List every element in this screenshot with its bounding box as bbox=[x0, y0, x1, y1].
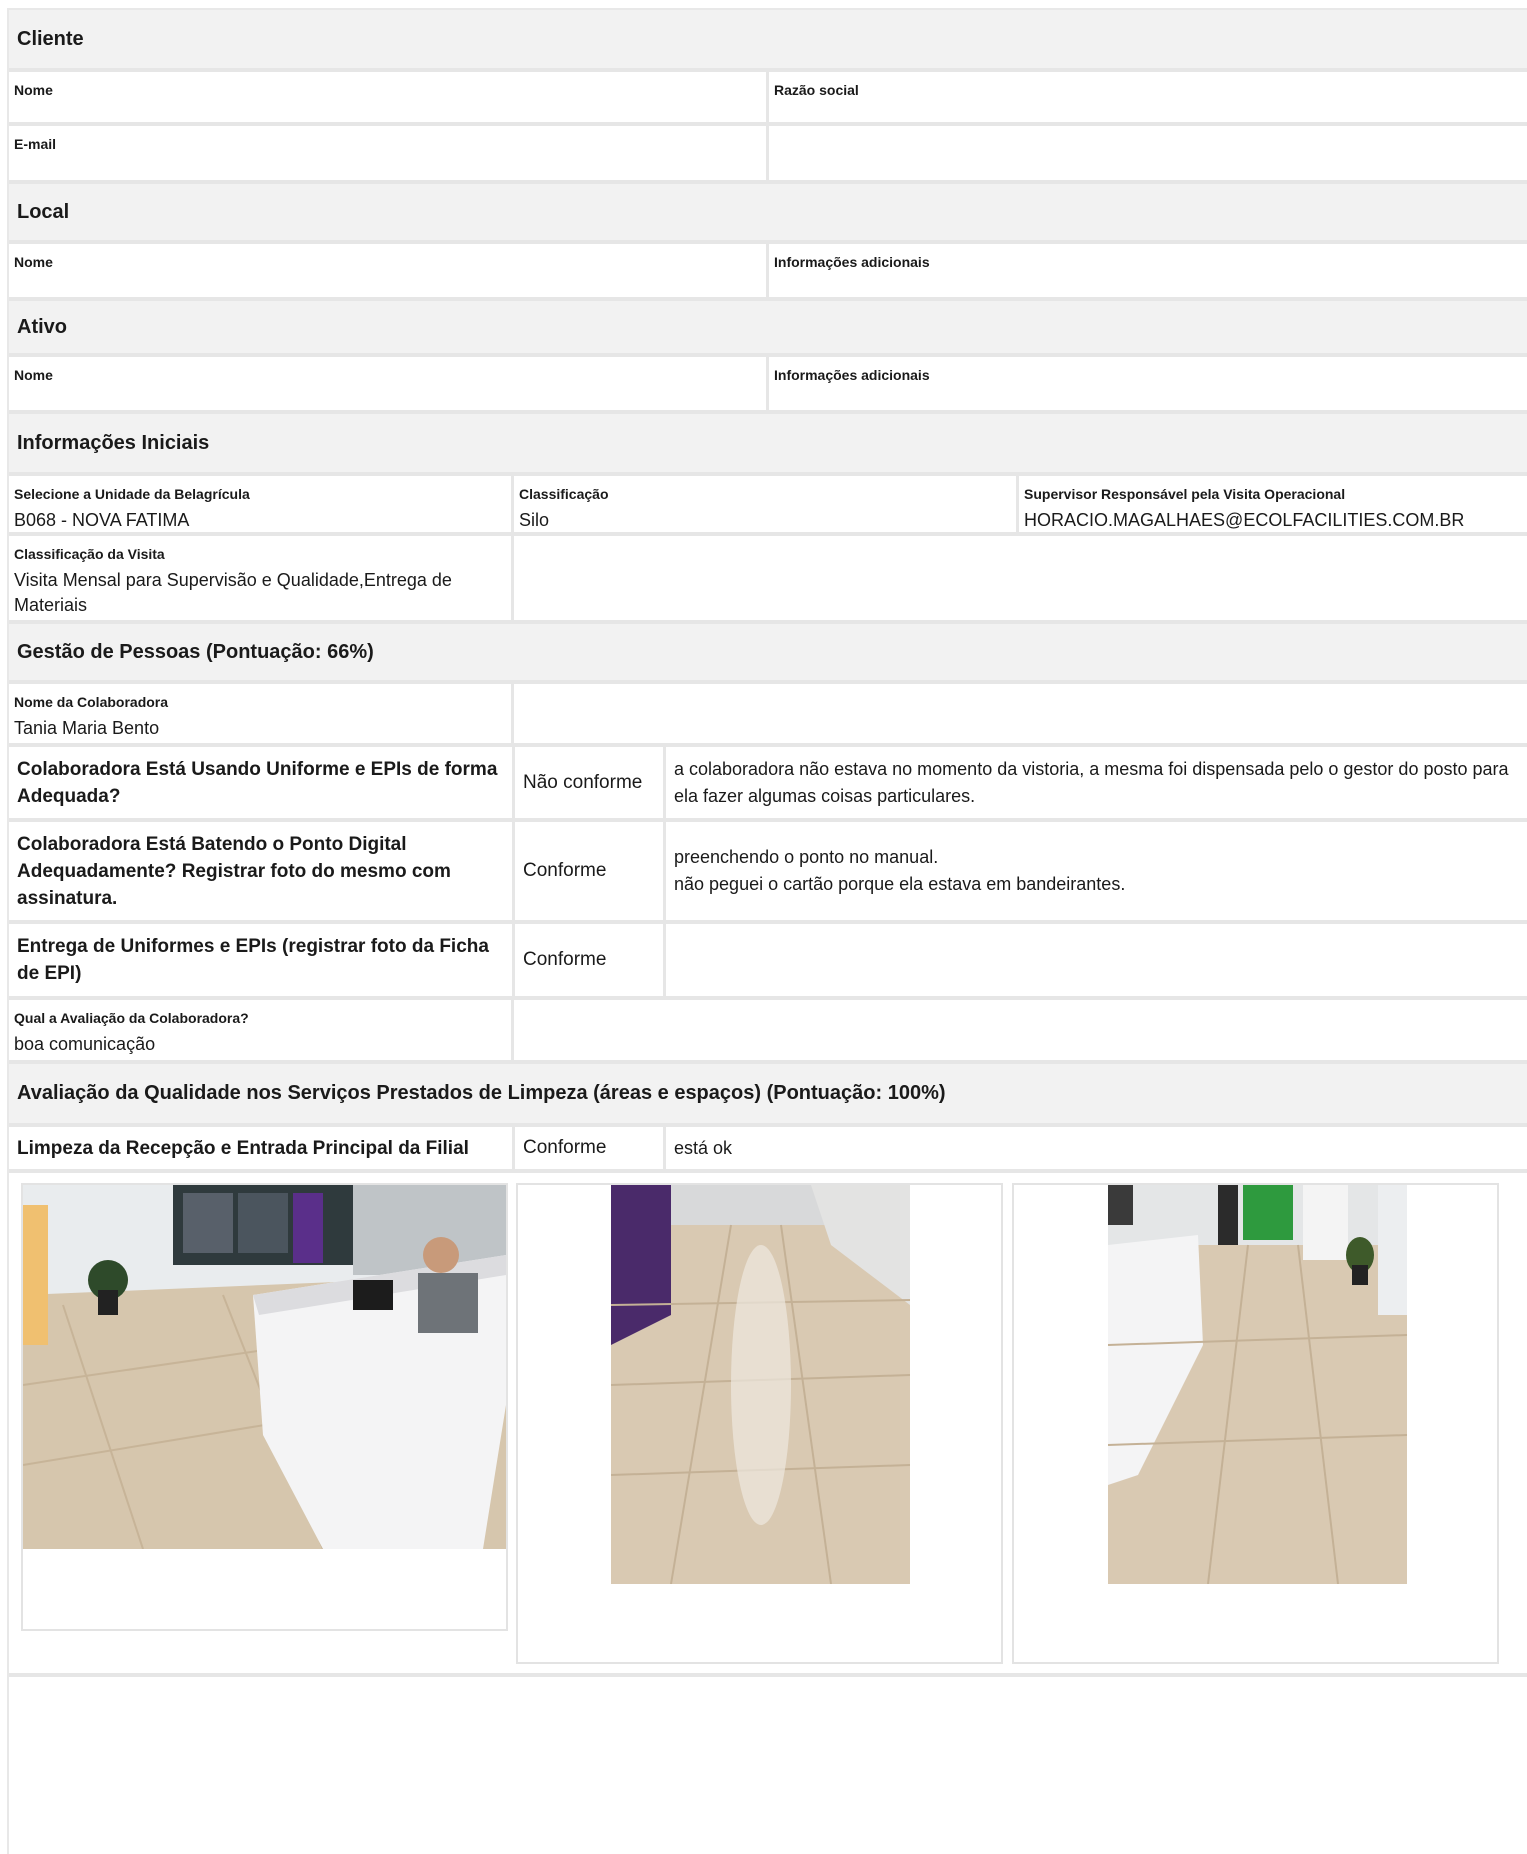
section-iniciais-header: Informações Iniciais bbox=[9, 414, 1527, 476]
cliente-razao-label: Razão social bbox=[774, 82, 859, 98]
lobby-photo bbox=[1108, 1185, 1407, 1584]
local-row bbox=[9, 244, 1527, 301]
question-comment-text: está ok bbox=[674, 1137, 733, 1158]
question-status: Não conforme bbox=[515, 747, 666, 818]
ativo-row bbox=[9, 357, 1527, 414]
photo-gallery bbox=[9, 1173, 1527, 1673]
question-comment-text: a colaboradora não estava no momento da vistoria, a mesma foi dispensada pelo o gestor do posto para ela fazer algumas coisas particulares. bbox=[674, 758, 1509, 806]
question-row bbox=[9, 822, 1527, 924]
section-limpeza-header: Avaliação da Qualidade nos Serviços Prestados de Limpeza (áreas e espaços) (Pontuação: 100%) bbox=[9, 1064, 1527, 1127]
local-info-cell bbox=[769, 244, 1527, 297]
avaliacao-value: boa comunicação bbox=[14, 1034, 156, 1054]
classificacao-label: Classificação bbox=[519, 486, 609, 502]
photo-frame[interactable] bbox=[516, 1183, 1003, 1664]
cliente-email-label: E-mail bbox=[14, 136, 57, 152]
unidade-cell bbox=[9, 476, 514, 532]
cliente-razao-cell bbox=[769, 72, 1527, 122]
section-local-header: Local bbox=[9, 184, 1527, 244]
lobby-photo-svg bbox=[1108, 1185, 1407, 1584]
cliente-empty-cell bbox=[769, 126, 1527, 180]
cliente-row-1 bbox=[9, 72, 1527, 126]
visita-value: Visita Mensal para Supervisão e Qualidade,Entrega de Materiais bbox=[14, 570, 452, 615]
unidade-value: B068 - NOVA FATIMA bbox=[14, 510, 190, 530]
question-status: Conforme bbox=[515, 924, 666, 996]
reception-photo-svg bbox=[23, 1185, 506, 1549]
avaliacao-cell bbox=[9, 1000, 514, 1060]
local-nome-label: Nome bbox=[14, 254, 53, 270]
section-ativo-header: Ativo bbox=[9, 301, 1527, 357]
colaboradora-cell bbox=[9, 684, 514, 743]
colaboradora-label: Nome da Colaboradora bbox=[14, 694, 169, 710]
ativo-info-cell bbox=[769, 357, 1527, 410]
question-title: Colaboradora Está Batendo o Ponto Digital Adequadamente? Registrar foto do mesmo com assinatura. bbox=[9, 822, 515, 920]
inspection-report bbox=[7, 8, 1527, 1854]
colaboradora-value: Tania Maria Bento bbox=[14, 718, 160, 738]
ativo-nome-label: Nome bbox=[14, 367, 53, 383]
colaboradora-empty-cell bbox=[514, 684, 1527, 743]
avaliacao-empty-cell bbox=[514, 1000, 1527, 1060]
visita-cell bbox=[9, 536, 514, 620]
cliente-nome-label: Nome bbox=[14, 82, 53, 98]
ativo-nome-cell bbox=[9, 357, 769, 410]
supervisor-cell bbox=[1019, 476, 1527, 532]
photo-frame[interactable] bbox=[1012, 1183, 1499, 1664]
photo-frame[interactable] bbox=[21, 1183, 508, 1631]
question-row bbox=[9, 924, 1527, 1000]
classificacao-value: Silo bbox=[519, 510, 550, 530]
question-title: Entrega de Uniformes e EPIs (registrar foto da Ficha de EPI) bbox=[9, 924, 515, 996]
question-row bbox=[9, 747, 1527, 822]
section-pessoas-header: Gestão de Pessoas (Pontuação: 66%) bbox=[9, 624, 1527, 684]
visita-label: Classificação da Visita bbox=[14, 546, 165, 562]
cliente-email-cell bbox=[9, 126, 769, 180]
local-info-label: Informações adicionais bbox=[774, 254, 930, 270]
question-title: Colaboradora Está Usando Uniforme e EPIs de forma Adequada? bbox=[9, 747, 515, 818]
iniciais-row-1 bbox=[9, 476, 1527, 536]
question-comment bbox=[666, 747, 1527, 818]
supervisor-value: HORACIO.MAGALHAES@ECOLFACILITIES.COM.BR bbox=[1024, 510, 1465, 530]
cliente-row-2 bbox=[9, 126, 1527, 184]
question-status: Conforme bbox=[515, 1127, 666, 1169]
iniciais-row-2 bbox=[9, 536, 1527, 624]
question-status: Conforme bbox=[515, 822, 666, 920]
local-nome-cell bbox=[9, 244, 769, 297]
question-title: Limpeza da Recepção e Entrada Principal da Filial bbox=[9, 1127, 515, 1169]
supervisor-label: Supervisor Responsável pela Visita Operacional bbox=[1024, 486, 1346, 502]
avaliacao-row bbox=[9, 1000, 1527, 1064]
corridor-photo bbox=[611, 1185, 910, 1584]
cliente-nome-cell bbox=[9, 72, 769, 122]
trailing-empty-row bbox=[9, 1673, 1527, 1773]
reception-photo bbox=[23, 1185, 506, 1549]
section-cliente-header: Cliente bbox=[9, 10, 1527, 72]
classificacao-cell bbox=[514, 476, 1019, 532]
avaliacao-label: Qual a Avaliação da Colaboradora? bbox=[14, 1010, 249, 1026]
unidade-label: Selecione a Unidade da Belagrícula bbox=[14, 486, 250, 502]
corridor-photo-svg bbox=[611, 1185, 910, 1584]
question-comment bbox=[666, 1127, 1527, 1169]
ativo-info-label: Informações adicionais bbox=[774, 367, 930, 383]
visita-empty-cell bbox=[514, 536, 1527, 620]
question-comment bbox=[666, 924, 1527, 996]
question-comment bbox=[666, 822, 1527, 920]
question-row bbox=[9, 1127, 1527, 1173]
colaboradora-row bbox=[9, 684, 1527, 747]
question-comment-text: preenchendo o ponto no manual. não peguei o cartão porque ela estava em bandeirantes. bbox=[674, 847, 1126, 894]
